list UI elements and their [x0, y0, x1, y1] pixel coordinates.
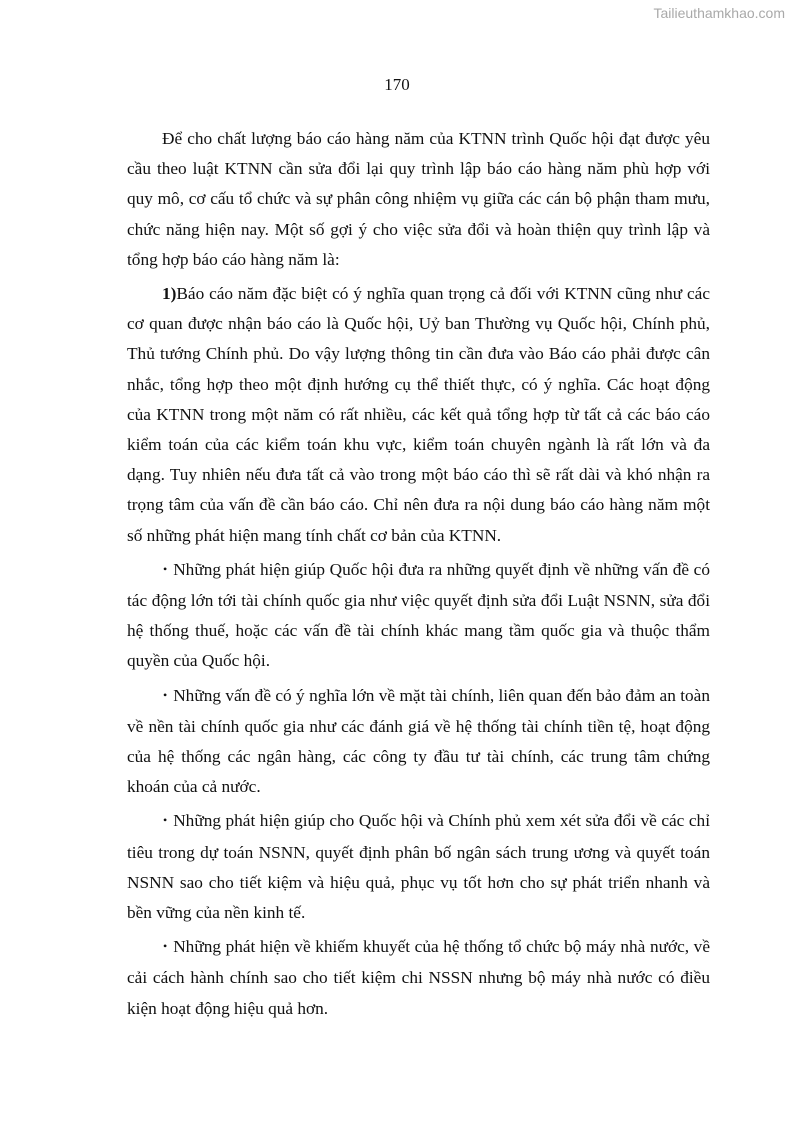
item-number: 1): [162, 284, 177, 304]
bullet-paragraph-1: [127, 555, 710, 677]
bullet-icon: •: [163, 939, 168, 954]
watermark: Tailieuthamkhao.com: [653, 5, 785, 21]
bullet-text: Những phát hiện về khiếm khuyết của hệ thống tổ chức bộ máy nhà nước, về cải cách hành chính sao cho tiết kiệm chi NSSN nhưng bộ máy nhà nước có điều kiện hoạt động hiệu quả hơn.: [127, 937, 710, 1018]
bullet-icon: •: [163, 561, 168, 576]
bullet-text: Những phát hiện giúp cho Quốc hội và Chính phủ xem xét sửa đổi về các chỉ tiêu trong dự toán NSNN, quyết định phân bố ngân sách trung ương và quyết toán NSNN sao cho tiết kiệm và hiệu quả, phục vụ tốt hơn cho sự phát triển nhanh và bền vững của nền kinh tế.: [127, 811, 710, 923]
document-body: [127, 124, 710, 1024]
bullet-paragraph-4: [127, 932, 710, 1024]
numbered-paragraph-1: [127, 279, 710, 551]
bullet-icon: •: [163, 813, 168, 828]
bullet-paragraph-2: [127, 681, 710, 803]
bullet-text: Những phát hiện giúp Quốc hội đưa ra những quyết định về những vấn đề có tác động lớn tới tài chính quốc gia như việc quyết định sửa đổi Luật NSNN, sửa đổi hệ thống thuế, hoặc các vấn đề tài chính khác mang tầm quốc gia và thuộc thẩm quyền của Quốc hội.: [127, 559, 710, 671]
page-number: 170: [384, 75, 410, 94]
intro-paragraph: Để cho chất lượng báo cáo hàng năm của KTNN trình Quốc hội đạt được yêu cầu theo luật KTNN cần sửa đổi lại quy trình lập báo cáo hàng năm phù hợp với quy mô, cơ cấu tổ chức và sự phân công nhiệm vụ giữa các cán bộ phận tham mưu, chức năng hiện nay. Một số gợi ý cho việc sửa đổi và hoàn thiện quy trình lập và tổng hợp báo cáo hàng năm là:: [127, 129, 710, 269]
bullet-icon: •: [163, 687, 168, 702]
item-text: Báo cáo năm đặc biệt có ý nghĩa quan trọng cả đối với KTNN cũng như các cơ quan được nhận báo cáo là Quốc hội, Uỷ ban Thường vụ Quốc hội, Chính phủ, Thủ tướng Chính phủ. Do vậy lượng thông tin cần đưa vào Báo cáo phải được cân nhắc, tổng hợp theo một định hướng cụ thể thiết thực, có ý nghĩa. Các hoạt động của KTNN trong một năm có rất nhiều, các kết quả tổng hợp từ tất cả các báo cáo kiểm toán của các kiểm toán khu vực, kiểm toán chuyên ngành là rất lớn và đa dạng. Tuy nhiên nếu đưa tất cả vào trong một báo cáo thì sẽ rất dài và khó nhận ra trọng tâm của vấn đề cần báo cáo. Chỉ nên đưa ra nội dung báo cáo hàng năm một số những phát hiện mang tính chất cơ bản của KTNN.: [127, 284, 710, 545]
bullet-text: Những vấn đề có ý nghĩa lớn về mặt tài chính, liên quan đến bảo đảm an toàn về nền tài chính quốc gia như các đánh giá về hệ thống tài chính tiền tệ, hoạt động của hệ thống các ngân hàng, các công ty đầu tư tài chính, các trung tâm chứng khoán của cả nước.: [127, 685, 710, 797]
bullet-paragraph-3: [127, 806, 710, 928]
